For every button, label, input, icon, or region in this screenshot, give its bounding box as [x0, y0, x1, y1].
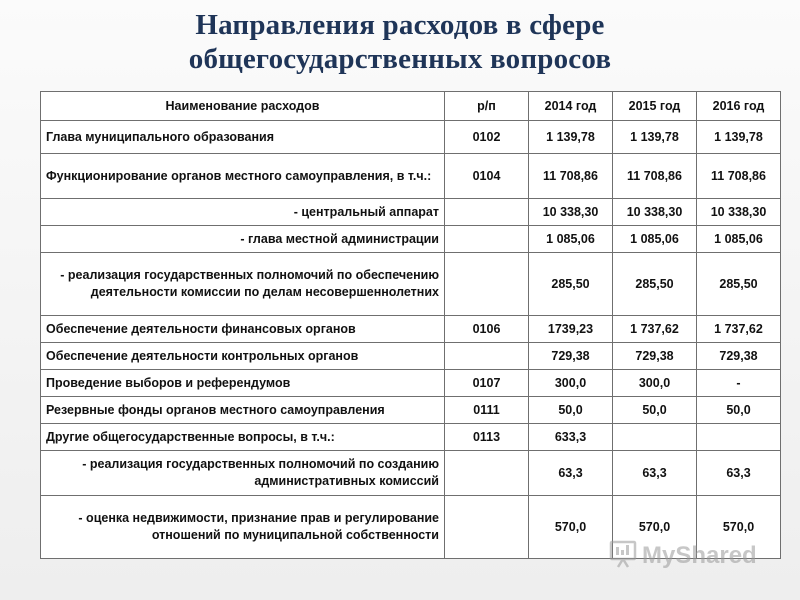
row-code: 0106: [445, 316, 529, 343]
row-value-2015: 285,50: [613, 253, 697, 316]
watermark: [608, 540, 757, 572]
header-section-code: р/п: [445, 92, 529, 121]
row-code: 0111: [445, 397, 529, 424]
row-value-2014: 1 085,06: [529, 226, 613, 253]
row-code: 0107: [445, 370, 529, 397]
row-value-2016: -: [697, 370, 781, 397]
row-value-2015: 729,38: [613, 343, 697, 370]
row-value-2016: 1 139,78: [697, 121, 781, 154]
row-value-2016: 285,50: [697, 253, 781, 316]
table-row: [41, 253, 781, 316]
row-value-2014: 11 708,86: [529, 154, 613, 199]
row-name: Глава муниципального образования: [41, 121, 445, 154]
row-code: [445, 496, 529, 559]
row-value-2016: 570,0: [697, 496, 781, 559]
row-name: - оценка недвижимости, признание прав и регулирование отношений по муниципальной собственности: [41, 496, 445, 559]
row-value-2015: 1 085,06: [613, 226, 697, 253]
row-name: - центральный аппарат: [41, 199, 445, 226]
table-row: [41, 451, 781, 496]
header-year-2016: 2016 год: [697, 92, 781, 121]
table-header-row: [41, 92, 781, 121]
row-name: - реализация государственных полномочий по обеспечению деятельности комиссии по делам несовершеннолетних: [41, 253, 445, 316]
row-value-2016: 10 338,30: [697, 199, 781, 226]
table-row: [41, 343, 781, 370]
row-value-2015: 1 737,62: [613, 316, 697, 343]
row-code: 0113: [445, 424, 529, 451]
table-row: [41, 316, 781, 343]
table-row: [41, 424, 781, 451]
expenses-table: [40, 91, 781, 559]
row-value-2014: 63,3: [529, 451, 613, 496]
table-row: [41, 370, 781, 397]
row-value-2015: 10 338,30: [613, 199, 697, 226]
row-name: Резервные фонды органов местного самоуправления: [41, 397, 445, 424]
row-code: [445, 199, 529, 226]
row-value-2014: 285,50: [529, 253, 613, 316]
table-row: [41, 397, 781, 424]
row-value-2015: 300,0: [613, 370, 697, 397]
row-value-2016: 11 708,86: [697, 154, 781, 199]
row-code: [445, 226, 529, 253]
row-value-2014: 729,38: [529, 343, 613, 370]
row-name: Обеспечение деятельности контрольных органов: [41, 343, 445, 370]
row-value-2014: 50,0: [529, 397, 613, 424]
row-value-2015: 63,3: [613, 451, 697, 496]
header-expense-name: Наименование расходов: [41, 92, 445, 121]
row-value-2016: 729,38: [697, 343, 781, 370]
row-value-2016: 1 737,62: [697, 316, 781, 343]
row-code: 0102: [445, 121, 529, 154]
table-row: [41, 226, 781, 253]
slide-title-line-1: Направления расходов в сфере: [195, 9, 605, 41]
slide-title-line-2: общегосударственных вопросов: [188, 43, 612, 75]
row-name: - реализация государственных полномочий по созданию административных комиссий: [41, 451, 445, 496]
row-name: Функционирование органов местного самоуправления, в т.ч.:: [41, 154, 445, 199]
row-value-2016: [697, 424, 781, 451]
row-value-2014: 10 338,30: [529, 199, 613, 226]
row-value-2015: 1 139,78: [613, 121, 697, 154]
table-row: [41, 199, 781, 226]
row-code: [445, 253, 529, 316]
row-name: Другие общегосударственные вопросы, в т.ч.:: [41, 424, 445, 451]
presentation-icon: [608, 539, 638, 574]
watermark-text: MyShared: [642, 542, 757, 569]
row-value-2014: 633,3: [529, 424, 613, 451]
row-value-2016: 50,0: [697, 397, 781, 424]
slide-title: [0, 8, 800, 76]
row-code: [445, 343, 529, 370]
row-code: [445, 451, 529, 496]
row-value-2015: [613, 424, 697, 451]
row-code: 0104: [445, 154, 529, 199]
row-name: Проведение выборов и референдумов: [41, 370, 445, 397]
row-value-2016: 63,3: [697, 451, 781, 496]
row-name: - глава местной администрации: [41, 226, 445, 253]
row-value-2015: 11 708,86: [613, 154, 697, 199]
row-value-2014: 570,0: [529, 496, 613, 559]
row-value-2014: 300,0: [529, 370, 613, 397]
table-row: [41, 154, 781, 199]
table-row: [41, 121, 781, 154]
header-year-2015: 2015 год: [613, 92, 697, 121]
row-value-2016: 1 085,06: [697, 226, 781, 253]
row-value-2015: 570,0: [613, 496, 697, 559]
row-value-2014: 1739,23: [529, 316, 613, 343]
header-year-2014: 2014 год: [529, 92, 613, 121]
row-name: Обеспечение деятельности финансовых органов: [41, 316, 445, 343]
row-value-2015: 50,0: [613, 397, 697, 424]
row-value-2014: 1 139,78: [529, 121, 613, 154]
